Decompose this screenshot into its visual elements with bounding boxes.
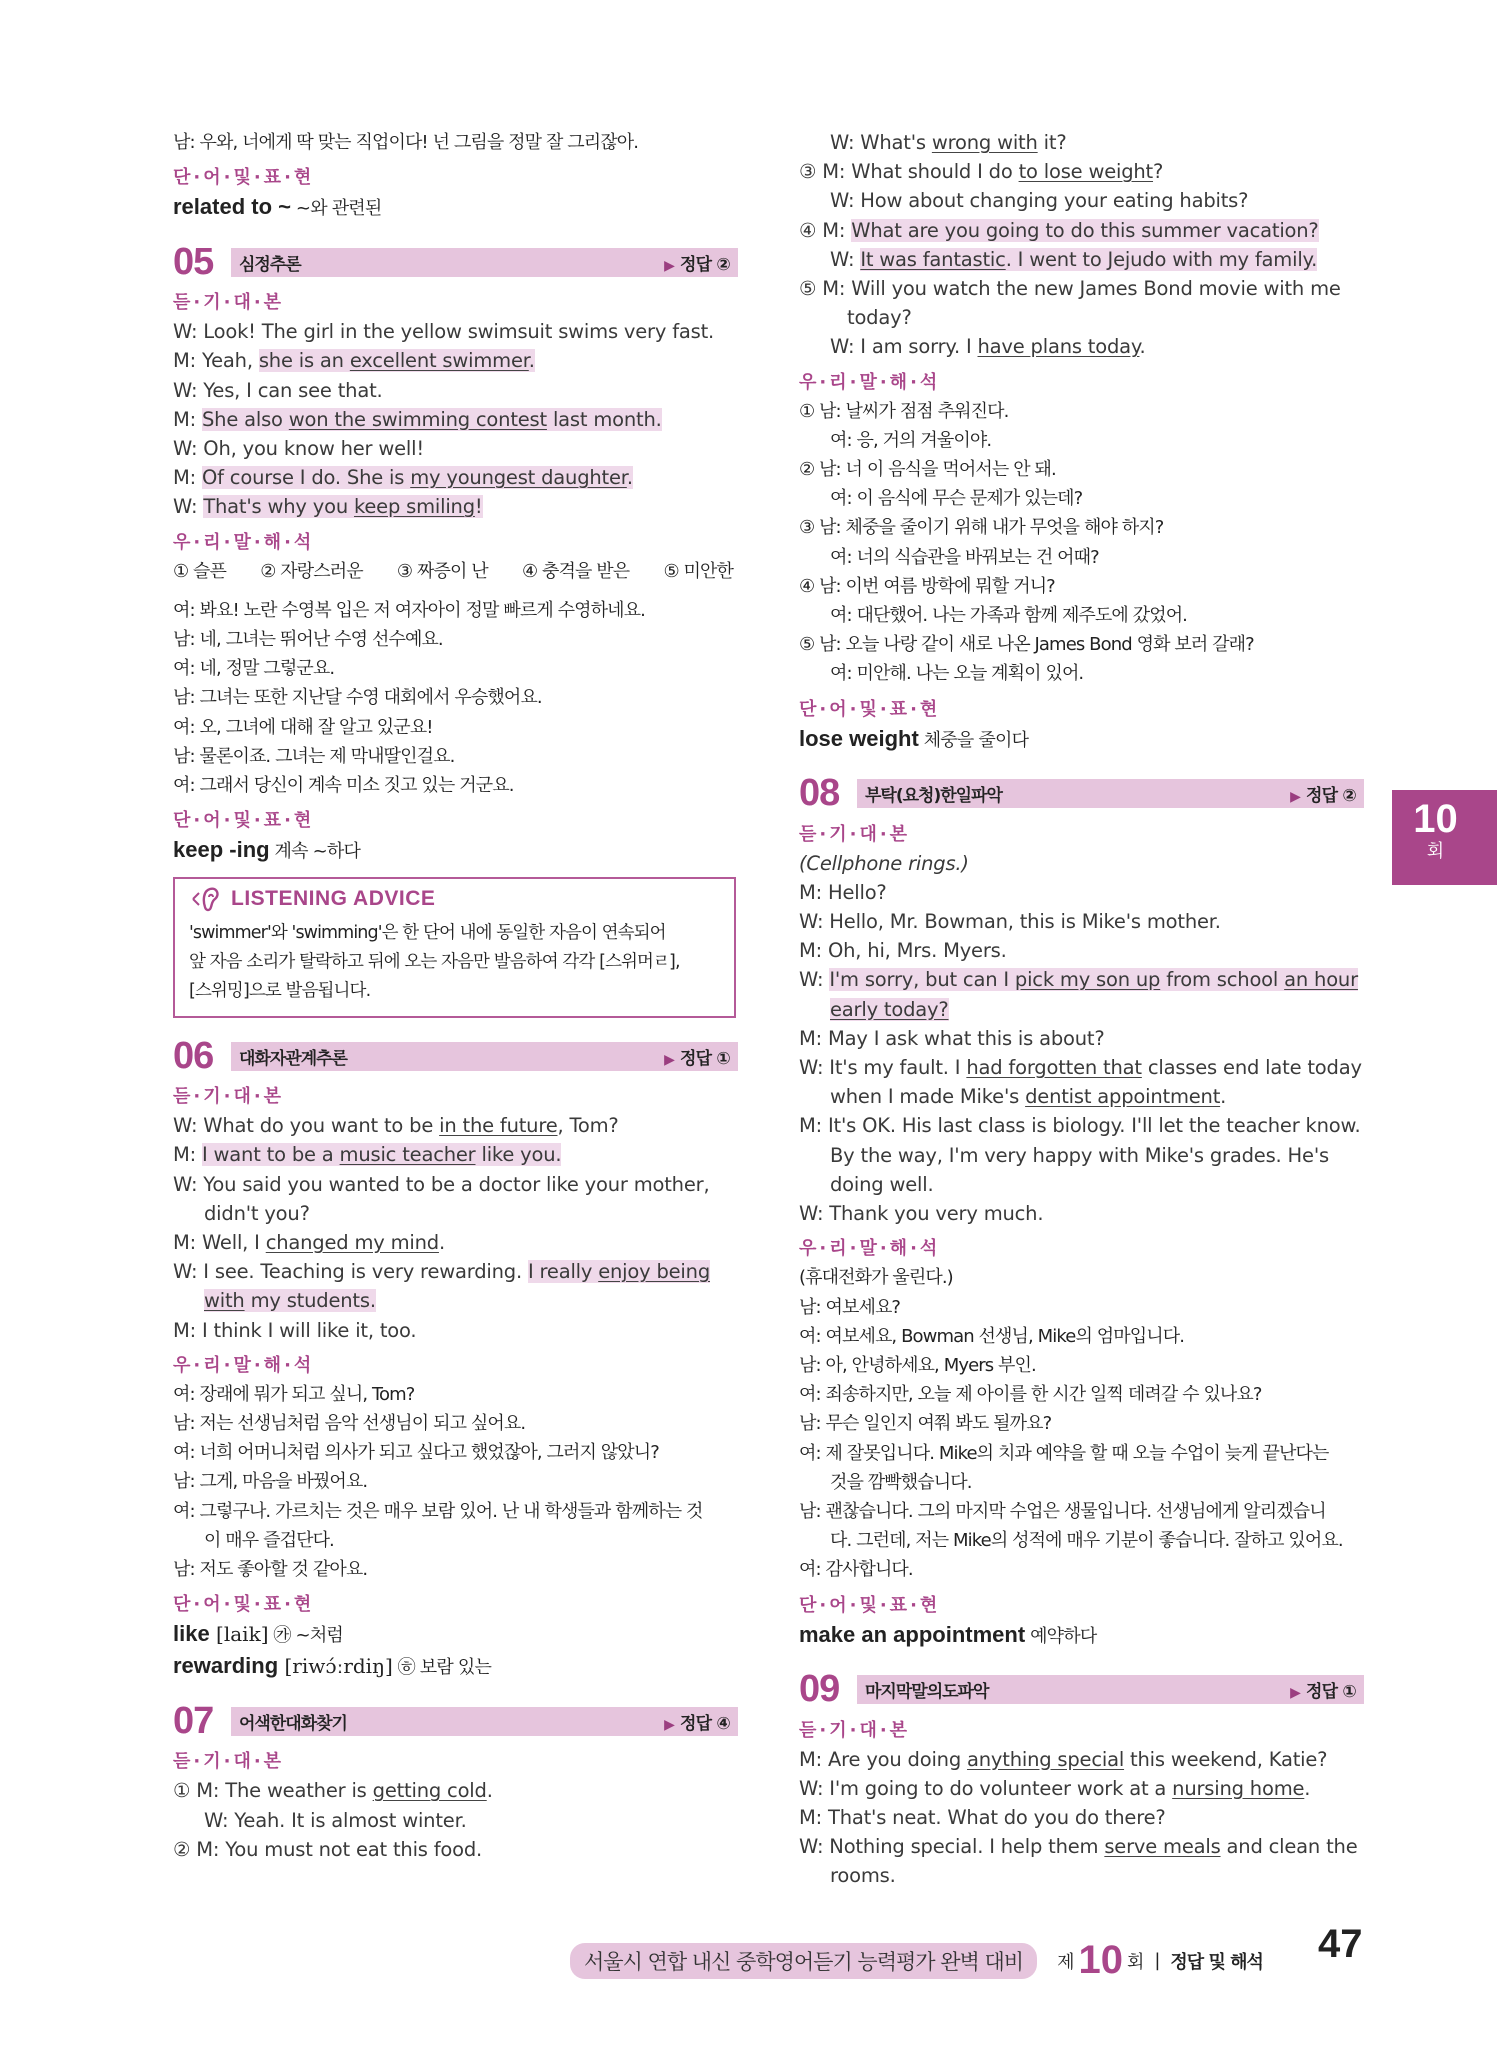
translation-line: ③ 남: 체중을 줄이기 위해 내가 무엇을 해야 하지?	[799, 517, 1164, 539]
dialogue-line	[799, 1832, 1364, 1861]
dialogue-line	[799, 995, 1364, 1024]
text-span: my students.	[244, 1289, 376, 1313]
triangle-icon: ▶	[1290, 789, 1301, 806]
translation-line: 여: 오, 그녀에 대해 잘 알고 있군요!	[173, 716, 433, 738]
answer-label	[664, 250, 730, 275]
dialogue-line	[173, 1140, 738, 1169]
vocab-entry	[799, 724, 1364, 756]
highlight-span	[528, 1260, 710, 1283]
chapter-tab-number: 10	[1413, 797, 1458, 841]
dialogue-line: W: You said you wanted to be a doctor like your mother,	[173, 1172, 710, 1196]
vocab-word: like	[173, 1621, 210, 1647]
question-number: 05	[173, 240, 214, 283]
text-span: when I made Mike's	[830, 1085, 1026, 1109]
question-type: 어색한대화찾기	[239, 1713, 347, 1734]
section-title: 듣·기·대·본	[173, 1751, 285, 1773]
dialogue-line: doing well.	[830, 1172, 934, 1196]
section-title: 우·리·말·해·석	[799, 1238, 941, 1260]
text-span: That's why you	[203, 495, 354, 519]
translation-line: 남: 그녀는 또한 지난달 수영 대회에서 우승했어요.	[173, 687, 542, 709]
question-number: 09	[799, 1668, 840, 1711]
highlight-span	[202, 408, 662, 431]
text-span: W:	[173, 495, 204, 519]
text-span: Of course I do. She is	[202, 466, 411, 490]
text-span: and clean the	[1220, 1835, 1358, 1859]
translation-line: 여: 너의 식습관을 바꿔보는 건 어때?	[830, 546, 1099, 568]
translation-line: 여: 여보세요, Bowman 선생님, Mike의 엄마입니다.	[799, 1325, 1185, 1347]
question-number: 06	[173, 1034, 214, 1077]
underline-span: enjoy being	[598, 1260, 710, 1284]
text-span: this weekend, Katie?	[1124, 1747, 1328, 1771]
underline-span: getting cold	[372, 1779, 487, 1803]
translation-line: 여: 죄송하지만, 오늘 제 아이를 한 시간 일찍 데려갈 수 있나요?	[799, 1384, 1262, 1406]
question-number: 08	[799, 772, 840, 815]
vocab-meaning: 체중을 줄이다	[918, 729, 1029, 751]
dialogue-line	[173, 405, 738, 434]
translation-line: 여: 감사합니다.	[799, 1559, 913, 1581]
text-span: W:	[830, 247, 861, 271]
choice-list: ① 슬픈 ② 자랑스러운 ③ 짜증이 난 ④ 충격을 받은 ⑤ 미안한	[173, 560, 734, 582]
dialogue-line: W: Oh, you know her well!	[173, 437, 424, 461]
chapter-tab	[1392, 790, 1497, 885]
text-span: M: Well, I	[173, 1231, 266, 1255]
section-title: 우·리·말·해·석	[799, 371, 941, 393]
underline-span: my youngest daughter	[410, 466, 627, 490]
ear-icon	[189, 885, 223, 913]
question-number: 07	[173, 1699, 214, 1742]
text-span: W: What do you want to be	[173, 1114, 440, 1138]
text-span: ③ M: What should I do	[799, 160, 1019, 184]
advice-line: [스위밍]으로 발음됩니다.	[189, 981, 371, 1002]
spacer	[173, 586, 738, 596]
listening-advice-box	[173, 877, 736, 1018]
underline-span: won the swimming contest	[288, 407, 547, 431]
dialogue-line	[173, 492, 738, 521]
vocab-word: keep -ing	[173, 837, 270, 863]
underline-span: dentist appointment	[1025, 1085, 1221, 1109]
text-span: W: I'm going to do volunteer work at a	[799, 1776, 1173, 1800]
translation-line: 남: 괜찮습니다. 그의 마지막 수업은 생물입니다. 선생님에게 알리겠습니	[799, 1500, 1326, 1522]
translation-line: 이 매우 즐겁단다.	[204, 1529, 334, 1551]
text-span: she is an	[258, 349, 350, 373]
advice-line: 앞 자음 소리가 탈락하고 뒤에 오는 자음만 발음하여 각각 [스위머ㄹ],	[189, 952, 680, 973]
dialogue-line	[799, 332, 1364, 361]
answer-text: 정답 ②	[1306, 786, 1356, 807]
translation-line: 여: 대단했어. 나는 가족과 함께 제주도에 갔었어.	[830, 605, 1188, 627]
text-span: I want to be a	[202, 1143, 340, 1167]
section-title: 우·리·말·해·석	[173, 531, 315, 553]
underline-span: excellent swimmer	[349, 349, 529, 373]
vocab-word: make an appointment	[799, 1621, 1026, 1647]
underline-span: an hour	[1284, 968, 1358, 992]
dialogue-line: M: It's OK. His last class is biology. I'll let the teacher know.	[799, 1114, 1361, 1138]
question-bar	[857, 779, 1364, 808]
translation-line: 남: 물론이죠. 그녀는 제 막내딸인걸요.	[173, 745, 455, 767]
dialogue-line: rooms.	[830, 1864, 896, 1888]
highlight-span	[259, 349, 535, 372]
question-header	[173, 242, 738, 282]
chapter-tab-label: 회	[1426, 841, 1445, 862]
vocab-word: related to ~	[173, 194, 291, 220]
dialogue-line: today?	[847, 306, 912, 330]
translation-line: 여: 너희 어머니처럼 의사가 되고 싶다고 했었잖아, 그러지 않았니?	[173, 1442, 659, 1464]
dialogue-line: W: Yes, I can see that.	[173, 378, 383, 402]
section-title: 단·어·및·표·현	[799, 698, 941, 720]
question-header	[173, 1036, 738, 1076]
answer-text: 정답 ①	[1306, 1682, 1356, 1703]
highlight-span	[860, 248, 1317, 271]
text-span: .	[1220, 1085, 1227, 1109]
translation-line: 여: 그래서 당신이 계속 미소 짓고 있는 거군요.	[173, 775, 514, 797]
translation-line: 여: 이 음식에 무슨 문제가 있는데?	[830, 488, 1083, 510]
text-span: W: Nothing special. I help them	[799, 1835, 1105, 1859]
section-title: 단·어·및·표·현	[799, 1594, 941, 1616]
text-span: .	[1304, 1776, 1311, 1800]
triangle-icon: ▶	[664, 1716, 675, 1733]
vocab-word: rewarding	[173, 1653, 279, 1679]
text-span: .	[626, 466, 633, 490]
vocab-ipa: [laik]	[209, 1622, 269, 1647]
advice-title-text: LISTENING ADVICE	[231, 887, 436, 911]
translation-line: 여: 그렇구나. 가르치는 것은 매우 보람 있어. 난 내 학생들과 함께하는 것	[173, 1500, 703, 1522]
vocab-ipa: [riwɔ́ːrdiŋ]	[278, 1654, 393, 1679]
footer-separator: |	[1154, 1950, 1161, 1971]
dialogue-line	[799, 1053, 1364, 1082]
answer-label	[664, 1044, 730, 1069]
dialogue-line: M: That's neat. What do you do there?	[799, 1805, 1166, 1829]
dialogue-line	[799, 1774, 1364, 1803]
triangle-icon: ▶	[664, 1051, 675, 1068]
dialogue-line	[173, 1776, 738, 1805]
highlight-span	[202, 466, 633, 489]
underline-span: pick my son up	[1014, 968, 1161, 992]
dialogue-line: ⑤ M: Will you watch the new James Bond movie with me	[799, 277, 1341, 301]
text-span: W: What's	[830, 131, 932, 154]
section-title: 듣·기·대·본	[799, 1719, 911, 1741]
vocab-entry	[799, 1620, 1364, 1652]
answer-text: 정답 ②	[680, 254, 730, 275]
translation-line: 남: 여보세요?	[799, 1296, 901, 1318]
underline-span: had forgotten that	[966, 1056, 1142, 1080]
question-type: 부탁(요청)한일파악	[865, 786, 1002, 807]
translation-line: 여: 응, 거의 겨울이야.	[830, 429, 992, 451]
underline-span: nursing home	[1172, 1776, 1305, 1800]
footer-round-label: 회	[1126, 1951, 1145, 1973]
dialogue-line	[173, 1111, 738, 1140]
section-title: 단·어·및·표·현	[173, 1594, 315, 1616]
underline-span: with	[204, 1289, 245, 1313]
translation-line: ④ 남: 이번 여름 방학에 뭐할 거니?	[799, 575, 1055, 597]
translation-line: 남: 저도 좋아할 것 같아요.	[173, 1559, 368, 1581]
question-bar	[231, 1042, 738, 1071]
underline-span: to lose weight	[1018, 160, 1154, 184]
footer-round-number: 10	[1078, 1938, 1123, 1982]
underline-span: wrong with	[931, 131, 1038, 154]
page-number: 47	[1318, 1922, 1363, 1966]
translation-line: 여: 네, 정말 그렇군요.	[173, 658, 335, 680]
underline-span: keep smiling	[353, 495, 475, 519]
text-span: , Tom?	[557, 1114, 619, 1138]
answer-label	[1290, 781, 1356, 806]
text-span: ① M: The weather is	[173, 1779, 373, 1803]
translation-line: 남: 네, 그녀는 뛰어난 수영 선수예요.	[173, 629, 443, 651]
dialogue-line: M: Oh, hi, Mrs. Myers.	[799, 939, 1007, 963]
text-span: from school	[1160, 968, 1285, 992]
dialogue-line	[173, 346, 738, 375]
text-span: M:	[173, 466, 202, 490]
translation-line: 것을 깜빡했습니다.	[830, 1471, 972, 1493]
vocab-meaning: ㉮ ~처럼	[268, 1625, 344, 1647]
highlight-span	[203, 495, 482, 518]
translation-line: ⑤ 남: 오늘 나랑 같이 새로 나온 James Bond 영화 보러 갈래?	[799, 634, 1254, 656]
question-type: 심정추론	[239, 254, 301, 275]
answer-label	[1290, 1677, 1356, 1702]
advice-title	[189, 885, 720, 913]
dialogue-line: W: Look! The girl in the yellow swimsuit swims very fast.	[173, 320, 715, 344]
answer-label	[664, 1709, 730, 1734]
dialogue-line: M: Hello?	[799, 880, 887, 904]
vocab-word: lose weight	[799, 725, 919, 751]
text-span: . I went to Jejudo with my family.	[1005, 247, 1318, 271]
section-title: 듣·기·대·본	[799, 823, 911, 845]
underline-span: anything special	[967, 1747, 1125, 1771]
vocab-entry	[173, 835, 738, 867]
translation-line: 여: 장래에 뭐가 되고 싶니, Tom?	[173, 1383, 415, 1405]
dialogue-line	[173, 1286, 738, 1315]
text-span: classes end late today	[1141, 1056, 1362, 1080]
question-bar	[231, 1707, 738, 1736]
dialogue-line	[799, 245, 1364, 274]
vocab-entry	[173, 1651, 738, 1683]
translation-line: 남: 저는 선생님처럼 음악 선생님이 되고 싶어요.	[173, 1413, 526, 1435]
text-span: .	[528, 349, 535, 373]
dialogue-line: W: Hello, Mr. Bowman, this is Mike's mother.	[799, 910, 1221, 934]
translation-line: 남: 무슨 일인지 여쭤 봐도 될까요?	[799, 1413, 1052, 1435]
dialogue-line	[799, 1082, 1364, 1111]
dialogue-line	[173, 1257, 738, 1286]
text-span: .	[438, 1231, 445, 1255]
section-title: 우·리·말·해·석	[173, 1354, 315, 1376]
section-title: 단·어·및·표·현	[173, 167, 315, 189]
triangle-icon: ▶	[664, 257, 675, 274]
text-span: M:	[173, 1143, 202, 1167]
dialogue-line	[799, 128, 1364, 157]
dialogue-line	[799, 157, 1364, 186]
underline-span: in the future	[439, 1114, 558, 1138]
highlight-span: What are you going to do this summer vacation?	[851, 218, 1319, 242]
text-span: M: Are you doing	[799, 1747, 968, 1771]
triangle-icon: ▶	[1290, 1685, 1301, 1702]
text-span: I'm sorry, but can I	[829, 968, 1015, 992]
underline-span: serve meals	[1104, 1835, 1221, 1859]
question-bar	[857, 1675, 1364, 1704]
vocab-meaning: ~와 관련된	[290, 198, 382, 220]
page-footer	[570, 1938, 1263, 1983]
dialogue-line: didn't you?	[204, 1201, 310, 1225]
text-span: W: I am sorry. I	[830, 335, 978, 359]
dialogue-line: (Cellphone rings.)	[799, 851, 969, 875]
dialogue-line: W: Yeah. It is almost winter.	[204, 1808, 467, 1832]
translation-line: ① 남: 날씨가 점점 추워진다.	[799, 400, 1009, 422]
underline-span: changed my mind	[265, 1231, 439, 1255]
text-span: W: It's my fault. I	[799, 1056, 967, 1080]
question-header	[799, 1670, 1364, 1710]
text-span: it?	[1037, 131, 1067, 154]
text-span: last month.	[546, 407, 662, 431]
dialogue-line	[173, 463, 738, 492]
underline-span: have plans today	[977, 335, 1140, 359]
question-type: 마지막말의도파악	[865, 1682, 989, 1703]
footer-prefix: 제	[1057, 1951, 1075, 1973]
text-span: ④ M:	[799, 218, 852, 242]
vocab-entry	[173, 192, 738, 224]
text-span: like you.	[475, 1143, 562, 1167]
section-title: 단·어·및·표·현	[173, 810, 315, 832]
dialogue-line: W: How about changing your eating habits?	[830, 189, 1249, 213]
translation-line: 여: 제 잘못입니다. Mike의 치과 예약을 할 때 오늘 수업이 늦게 끝난다는	[799, 1442, 1329, 1464]
left-column	[173, 128, 738, 1864]
translation-line: 다. 그런데, 저는 Mike의 성적에 매우 기분이 좋습니다. 잘하고 있어요.	[830, 1530, 1343, 1552]
dialogue-line: 남: 우와, 너에게 딱 맞는 직업이다! 넌 그림을 정말 잘 그리잖아.	[173, 132, 639, 153]
text-span: .	[486, 1779, 493, 1803]
dialogue-line: ② M: You must not eat this food.	[173, 1837, 483, 1861]
text-span: W: I see. Teaching is very rewarding.	[173, 1260, 528, 1284]
vocab-meaning: 계속 ~하다	[269, 841, 361, 863]
highlight-span	[204, 1289, 376, 1312]
question-type: 대화자관계추론	[239, 1048, 347, 1069]
text-span: M:	[173, 407, 202, 431]
dialogue-line: M: May I ask what this is about?	[799, 1026, 1105, 1050]
question-bar	[231, 248, 738, 277]
answer-text: 정답 ④	[680, 1713, 730, 1734]
text-span: !	[474, 495, 483, 519]
dialogue-line: W: Thank you very much.	[799, 1202, 1044, 1226]
vocab-meaning: ㉭ 보람 있는	[392, 1657, 492, 1679]
highlight-span	[202, 1143, 561, 1166]
text-span: She also	[202, 407, 289, 431]
section-title: 듣·기·대·본	[173, 292, 285, 314]
underline-span: music teacher	[339, 1143, 476, 1167]
answer-text: 정답 ①	[680, 1048, 730, 1069]
vocab-entry	[173, 1619, 738, 1651]
question-header	[799, 774, 1364, 814]
dialogue-line	[173, 1228, 738, 1257]
underline-span: It was fantastic	[860, 247, 1006, 271]
dialogue-line	[799, 216, 1364, 245]
vocab-meaning: 예약하다	[1025, 1625, 1097, 1647]
translation-line: 여: 봐요! 노란 수영복 입은 저 여자아이 정말 빠르게 수영하네요.	[173, 599, 645, 621]
highlight-span: early today?	[830, 997, 949, 1021]
translation-line: (휴대전화가 울린다.)	[799, 1267, 953, 1289]
advice-line: 'swimmer'와 'swimming'은 한 단어 내에 동일한 자음이 연속되어	[189, 923, 666, 944]
dialogue-line	[799, 1745, 1364, 1774]
right-column	[799, 128, 1364, 1891]
question-header	[173, 1701, 738, 1741]
translation-line: 남: 아, 안녕하세요, Myers 부인.	[799, 1354, 1036, 1376]
highlight-span	[829, 968, 1358, 991]
text-span: I really	[527, 1260, 599, 1284]
footer-book-title: 서울시 연합 내신 중학영어듣기 능력평가 완벽 대비	[570, 1943, 1037, 1979]
section-title: 듣·기·대·본	[173, 1086, 285, 1108]
dialogue-line: By the way, I'm very happy with Mike's grades. He's	[830, 1143, 1329, 1167]
text-span: W:	[799, 968, 830, 992]
text-span: .	[1139, 335, 1146, 359]
translation-line: ② 남: 너 이 음식을 먹어서는 안 돼.	[799, 459, 1056, 481]
dialogue-line: M: I think I will like it, too.	[173, 1318, 417, 1342]
translation-line: 남: 그게, 마음을 바꿨어요.	[173, 1471, 368, 1493]
dialogue-line	[799, 965, 1364, 994]
text-span: ?	[1153, 160, 1164, 184]
translation-line: 여: 미안해. 나는 오늘 계획이 있어.	[830, 663, 1084, 685]
text-span: M: Yeah,	[173, 349, 259, 373]
footer-section-label: 정답 및 해석	[1170, 1951, 1263, 1973]
